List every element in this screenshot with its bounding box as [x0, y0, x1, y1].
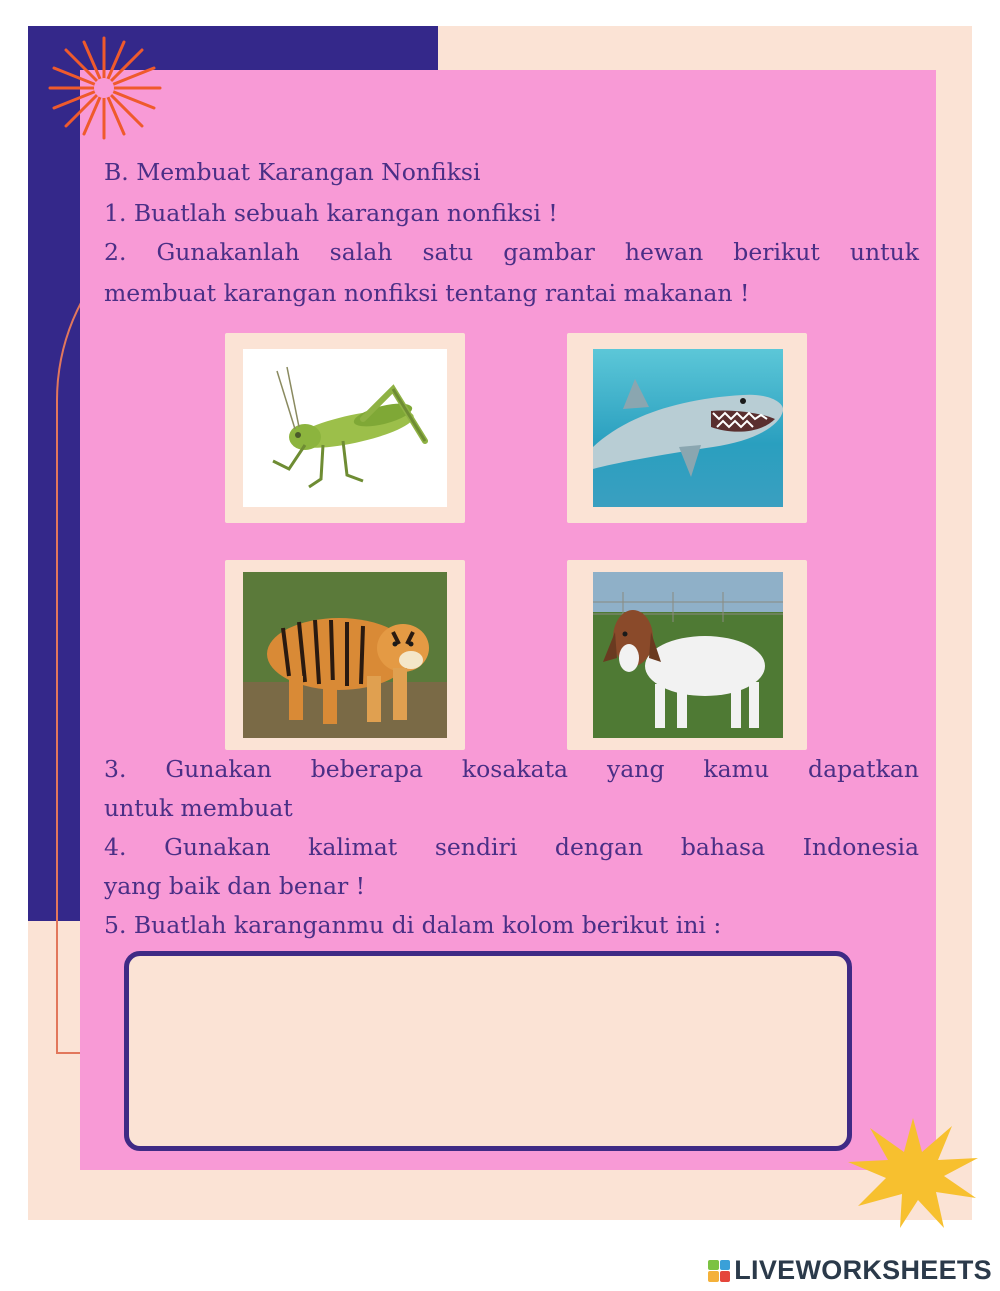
- instruction-3-text: 3. Gunakan beberapa kosakata yang kamu dapatkan: [104, 755, 919, 783]
- star-burst-icon: [848, 1118, 978, 1228]
- shark-frame: [567, 333, 807, 523]
- instruction-4-line-1: [104, 833, 919, 861]
- grasshopper-frame: [225, 333, 465, 523]
- shark-photo: [593, 349, 783, 507]
- instruction-3-line-1: [104, 755, 919, 783]
- instruction-5: 5. Buatlah karanganmu di dalam kolom berikut ini :: [104, 911, 722, 939]
- sunburst-icon: [42, 36, 166, 140]
- instruction-2-text: 2. Gunakanlah salah satu gambar hewan berikut untuk: [104, 238, 919, 266]
- brand-name: LIVEWORKSHEETS: [734, 1255, 992, 1285]
- instruction-3-line-2: untuk membuat: [104, 794, 293, 822]
- goat-photo: [593, 572, 783, 738]
- section-heading: B. Membuat Karangan Nonfiksi: [104, 158, 481, 186]
- instruction-1: 1. Buatlah sebuah karangan nonfiksi !: [104, 199, 558, 227]
- grasshopper-photo: [243, 349, 447, 507]
- brand-footer: [708, 1255, 992, 1286]
- instruction-4-text: 4. Gunakan kalimat sendiri dengan bahasa Indonesia: [104, 833, 919, 861]
- tiger-frame: [225, 560, 465, 750]
- tiger-photo: [243, 572, 447, 738]
- instruction-4-line-2: yang baik dan benar !: [104, 872, 366, 900]
- instruction-2-line-1: [104, 238, 919, 266]
- liveworksheets-logo-icon: [708, 1260, 730, 1282]
- goat-frame: [567, 560, 807, 750]
- answer-text-box[interactable]: [124, 951, 852, 1151]
- instruction-2-line-2: membuat karangan nonfiksi tentang rantai makanan !: [104, 279, 750, 307]
